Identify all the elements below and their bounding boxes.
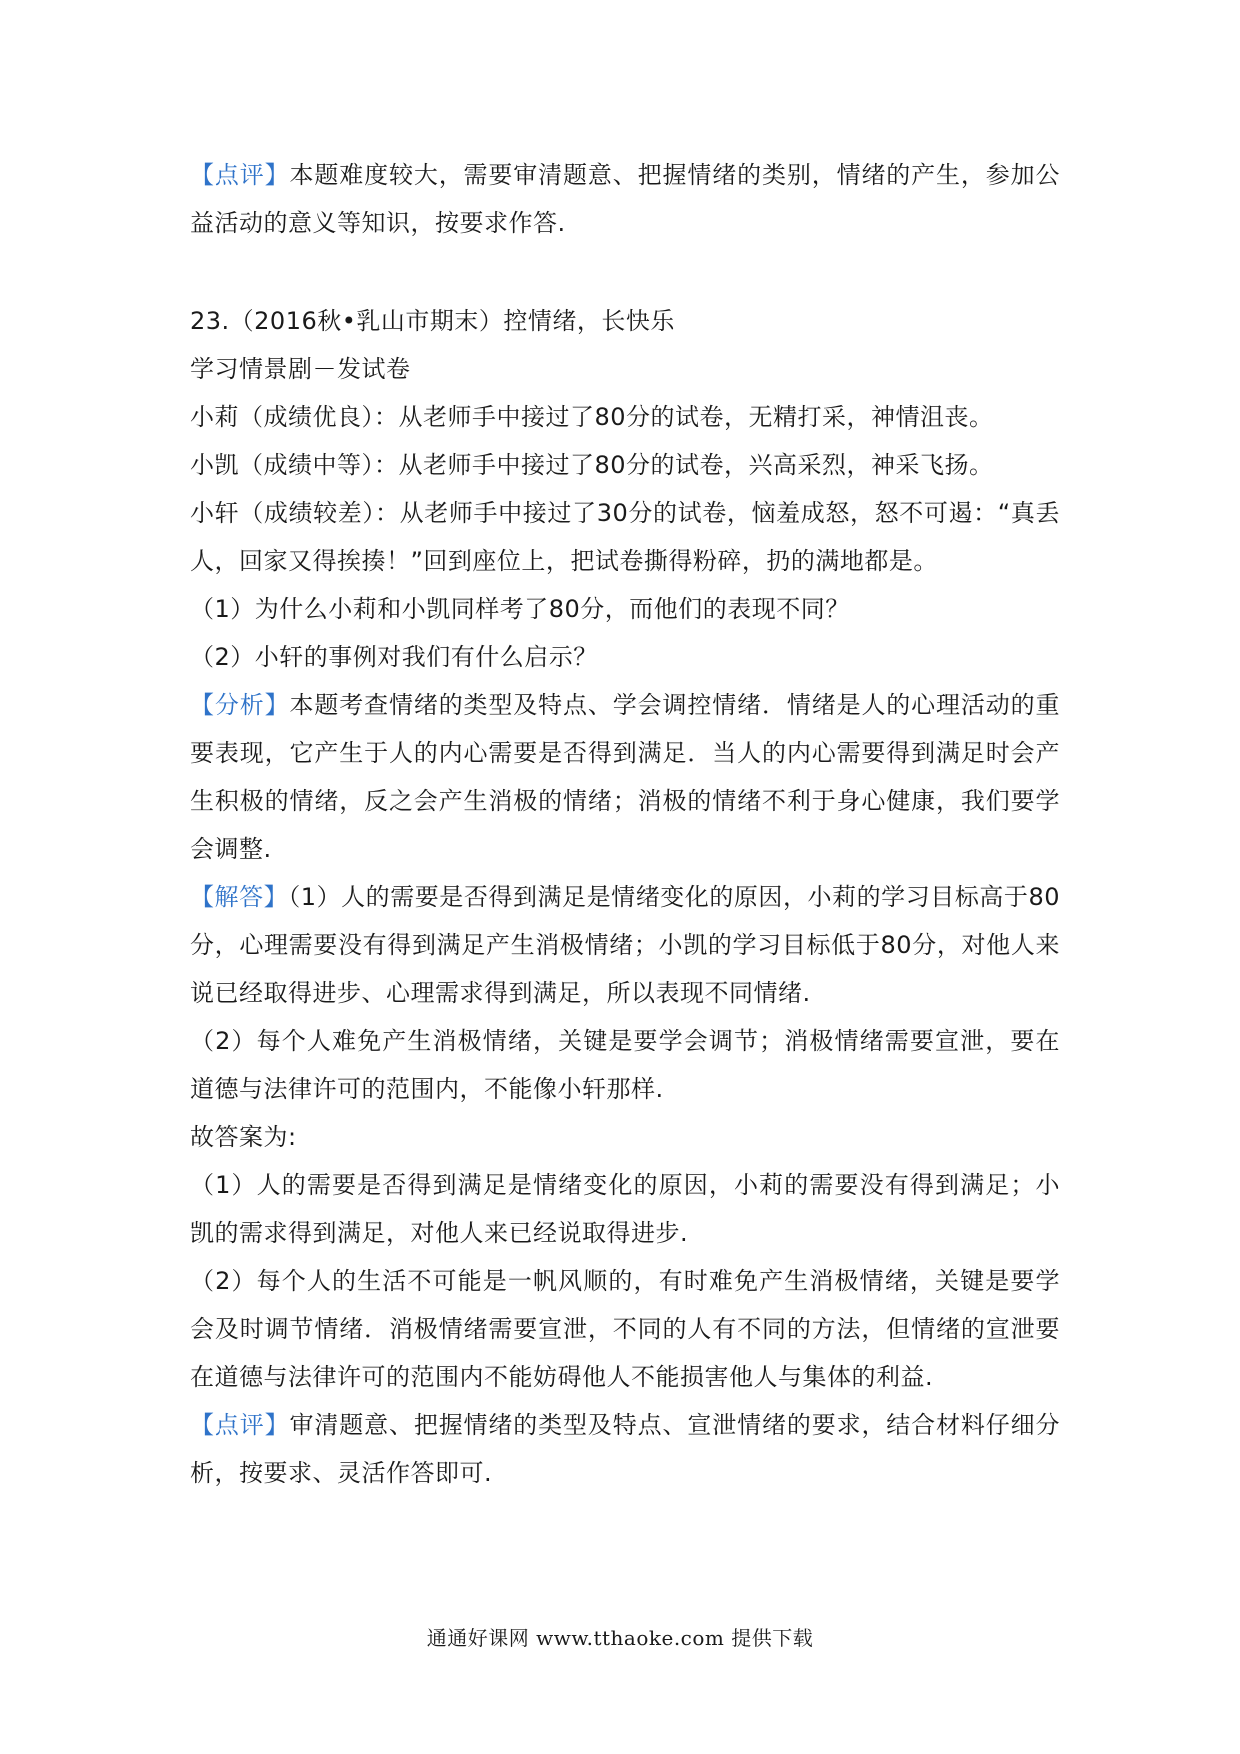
page-footer: 通通好课网 www.tthaoke.com 提供下载 bbox=[426, 1626, 814, 1650]
scene-line-xiaoxuan: 小轩（成绩较差）：从老师手中接过了30分的试卷，恼羞成怒，怒不可遏：“真丢人，回家又得挨揍！”回到座位上，把试卷撕得粉碎，扔的满地都是。 bbox=[190, 499, 1060, 575]
analysis-paragraph bbox=[190, 681, 1060, 873]
analysis-tag: 【分析】 bbox=[190, 691, 290, 719]
sub-question-2: （2）小轩的事例对我们有什么启示？ bbox=[190, 643, 598, 671]
solution-paragraph-2: （2）每个人难免产生消极情绪，关键是要学会调节；消极情绪需要宣泄，要在道德与法律许可的范围内，不能像小轩那样. bbox=[190, 1027, 1060, 1103]
solution-tag: 【解答】 bbox=[190, 883, 289, 911]
answer-2: （2）每个人的生活不可能是一帆风顺的，有时难免产生消极情绪，关键是要学会及时调节情绪．消极情绪需要宣泄，不同的人有不同的方法，但情绪的宣泄要在道德与法律许可的范围内不能妨碍他人不能损害他人与集体的利益. bbox=[190, 1267, 1060, 1391]
sub-question-1: （1）为什么小莉和小凯同样考了80分，而他们的表现不同？ bbox=[190, 595, 850, 623]
answer-intro: 故答案为: bbox=[190, 1123, 297, 1151]
question-subtitle: 学习情景剧－发试卷 bbox=[190, 355, 411, 383]
review-paragraph bbox=[190, 151, 1060, 247]
review-section-1 bbox=[190, 151, 1060, 247]
scene-line-xiaoli: 小莉（成绩优良）：从老师手中接过了80分的试卷，无精打采，神情沮丧。 bbox=[190, 403, 994, 431]
review-text-2: 审清题意、把握情绪的类型及特点、宣泄情绪的要求，结合材料仔细分析，按要求、灵活作答即可. bbox=[190, 1411, 1061, 1487]
solution-part-1: （1）人的需要是否得到满足是情绪变化的原因，小莉的学习目标高于80分，心理需要没有得到满足产生消极情绪；小凯的学习目标低于80分，对他人来说已经取得进步、心理需求得到满足，所以表现不同情绪. bbox=[190, 883, 1061, 1007]
analysis-text: 本题考查情绪的类型及特点、学会调控情绪．情绪是人的心理活动的重要表现，它产生于人的内心需要是否得到满足．当人的内心需要得到满足时会产生积极的情绪，反之会产生消极的情绪；消极的情绪不利于身心健康，我们要学会调整. bbox=[190, 691, 1061, 863]
review-paragraph-2 bbox=[190, 1401, 1060, 1497]
scene-line-xiaokai: 小凯（成绩中等）：从老师手中接过了80分的试卷，兴高采烈，神采飞扬。 bbox=[190, 451, 994, 479]
solution-paragraph-1 bbox=[190, 873, 1060, 1017]
answer-1: （1）人的需要是否得到满足是情绪变化的原因，小莉的需要没有得到满足；小凯的需求得到满足，对他人来已经说取得进步. bbox=[190, 1171, 1060, 1247]
question-23-section bbox=[190, 297, 1060, 1497]
review-tag-2: 【点评】 bbox=[190, 1411, 290, 1439]
review-tag: 【点评】 bbox=[190, 161, 290, 189]
review-text: 本题难度较大，需要审清题意、把握情绪的类别，情绪的产生，参加公益活动的意义等知识，按要求作答. bbox=[190, 161, 1061, 237]
question-title: 23.（2016秋•乳山市期末）控情绪，长快乐 bbox=[190, 307, 675, 335]
